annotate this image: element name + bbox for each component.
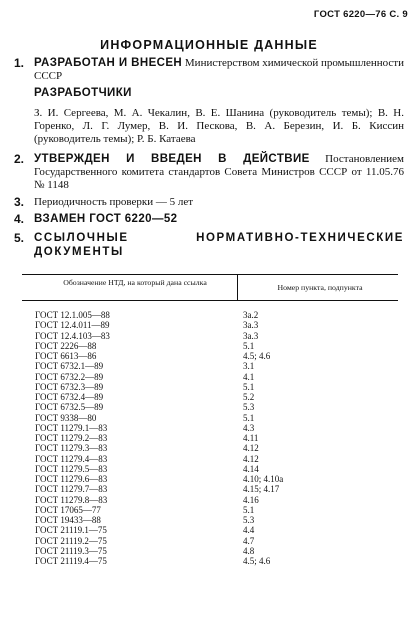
- table-row: [0, 495, 418, 505]
- table-row: [0, 484, 418, 494]
- developers-list: З. И. Сергеева, М. А. Чекалин, В. Е. Шанина (руководитель темы); В. Н. Горенко, Л. Г. Лумер, В. И. Пескова, В. А. Березин, И. Б. Киссин (руководитель темы); Р. Б. Катаева: [34, 107, 404, 145]
- table-row: [0, 402, 418, 412]
- table-row: [0, 320, 418, 330]
- ref-points-cell: 5.1: [243, 381, 255, 392]
- table-row: [0, 515, 418, 525]
- ref-doc-cell: ГОСТ 6613—86: [35, 351, 97, 361]
- section-1: [14, 56, 405, 83]
- table-row: [0, 474, 418, 484]
- section-4-lead: ВЗАМЕН ГОСТ 6220—52: [34, 213, 178, 225]
- ref-points-cell: 5.1: [243, 340, 255, 351]
- table-row: [0, 454, 418, 464]
- page-title: ИНФОРМАЦИОННЫЕ ДАННЫЕ: [100, 38, 318, 52]
- table-row: [0, 433, 418, 443]
- table-row: [0, 331, 418, 341]
- ref-points-cell: 4.1: [243, 371, 255, 382]
- section-3-text: Периодичность проверки — 5 лет: [34, 196, 194, 208]
- table-row: [0, 536, 418, 546]
- ref-points-cell: 3а.3: [243, 320, 259, 331]
- section-2-number: 2.: [14, 152, 25, 166]
- ref-points-cell: 4.4: [243, 525, 255, 536]
- ref-points-cell: 4.8: [243, 545, 255, 556]
- ref-doc-cell: ГОСТ 21119.3—75: [35, 545, 107, 556]
- table-column-divider: [237, 275, 238, 300]
- section-5-lead: ССЫЛОЧНЫЕ НОРМАТИВНО-ТЕХНИЧЕСКИЕ ДОКУМЕНТЫ: [34, 232, 404, 258]
- ref-points-cell: 5.3: [243, 402, 255, 413]
- ref-doc-cell: ГОСТ 11279.1—83: [35, 422, 108, 433]
- ref-doc-cell: ГОСТ 6732.1—89: [35, 361, 104, 372]
- ref-doc-cell: ГОСТ 11279.6—83: [35, 474, 108, 484]
- ref-doc-cell: ГОСТ 12.4.011—89: [35, 320, 110, 331]
- ref-points-cell: 4.15; 4.17: [243, 484, 280, 495]
- table-header-points: Номер пункта, подпункта: [277, 283, 363, 292]
- table-header-rule: [22, 300, 398, 301]
- developers-heading: РАЗРАБОТЧИКИ: [34, 87, 132, 99]
- ref-doc-cell: ГОСТ 6732.4—89: [35, 392, 104, 402]
- section-2: [14, 152, 405, 192]
- table-top-rule: [22, 274, 398, 275]
- section-4-number: 4.: [14, 212, 25, 226]
- table-row: [0, 310, 418, 320]
- ref-doc-cell: ГОСТ 12.1.005—88: [35, 310, 110, 320]
- ref-doc-cell: ГОСТ 11279.2—83: [35, 433, 108, 443]
- section-1-number: 1.: [14, 56, 25, 70]
- ref-points-cell: 4.5; 4.6: [243, 556, 271, 566]
- table-row: [0, 546, 418, 556]
- table-row: [0, 423, 418, 433]
- ref-doc-cell: ГОСТ 19433—88: [35, 515, 101, 525]
- ref-points-cell: 3а.3: [243, 330, 259, 341]
- ref-doc-cell: ГОСТ 2226—88: [35, 340, 97, 351]
- ref-doc-cell: ГОСТ 6732.3—89: [35, 381, 104, 392]
- table-row: [0, 382, 418, 392]
- ref-points-cell: 4.16: [243, 494, 259, 505]
- ref-points-cell: 3.1: [243, 361, 255, 372]
- ref-doc-cell: ГОСТ 6732.2—89: [35, 371, 104, 382]
- table-row: [0, 341, 418, 351]
- section-4: [14, 212, 404, 226]
- ref-doc-cell: ГОСТ 17065—77: [35, 504, 101, 515]
- section-5: [14, 231, 404, 259]
- ref-points-cell: 3а.2: [243, 310, 259, 320]
- table-row: [0, 464, 418, 474]
- table-row: [0, 556, 418, 566]
- table-header-doc: Обозначение НТД, на который дана ссылка: [63, 278, 207, 287]
- table-row: [0, 505, 418, 515]
- ref-points-cell: 4.14: [243, 463, 259, 474]
- ref-doc-cell: ГОСТ 9338—80: [35, 412, 97, 423]
- table-row: [0, 525, 418, 535]
- ref-points-cell: 4.12: [243, 453, 259, 464]
- section-5-number: 5.: [14, 231, 25, 245]
- ref-doc-cell: ГОСТ 12.4.103—83: [35, 330, 110, 341]
- ref-points-cell: 4.10; 4.10а: [243, 474, 284, 484]
- ref-points-cell: 4.3: [243, 422, 255, 433]
- table-row: [0, 443, 418, 453]
- section-1-text: Министерством химической промышленности СССР: [34, 57, 405, 82]
- ref-doc-cell: ГОСТ 11279.7—83: [35, 484, 108, 495]
- ref-doc-cell: ГОСТ 21119.2—75: [35, 535, 107, 546]
- table-row: [0, 372, 418, 382]
- ref-doc-cell: ГОСТ 11279.8—83: [35, 494, 108, 505]
- section-3: [14, 195, 404, 209]
- table-row: [0, 413, 418, 423]
- ref-doc-cell: ГОСТ 11279.3—83: [35, 443, 108, 454]
- table-row: [0, 351, 418, 361]
- page-header-code: ГОСТ 6220—76 С. 9: [313, 9, 408, 20]
- ref-points-cell: 4.12: [243, 443, 259, 454]
- section-3-number: 3.: [14, 195, 25, 209]
- ref-points-cell: 5.1: [243, 504, 255, 515]
- ref-points-cell: 4.5; 4.6: [243, 351, 271, 361]
- ref-doc-cell: ГОСТ 21119.4—75: [35, 556, 107, 566]
- ref-doc-cell: ГОСТ 11279.4—83: [35, 453, 108, 464]
- ref-points-cell: 5.3: [243, 515, 255, 525]
- section-1-lead: РАЗРАБОТАН И ВНЕСЕН: [34, 57, 183, 69]
- ref-points-cell: 4.11: [243, 433, 259, 443]
- ref-points-cell: 4.7: [243, 535, 255, 546]
- section-2-text: Постановлением Государственного комитета стандартов Совета Министров СССР от 11.05.76 № 1148: [34, 153, 405, 191]
- section-2-lead: УТВЕРЖДЕН И ВВЕДЕН В ДЕЙСТВИЕ: [34, 153, 310, 165]
- ref-points-cell: 5.2: [243, 392, 255, 402]
- table-row: [0, 392, 418, 402]
- table-row: [0, 361, 418, 371]
- ref-doc-cell: ГОСТ 21119.1—75: [35, 525, 107, 536]
- ref-doc-cell: ГОСТ 6732.5—89: [35, 402, 104, 413]
- ref-points-cell: 5.1: [243, 412, 255, 423]
- developers-heading-block: [34, 87, 404, 100]
- ref-doc-cell: ГОСТ 11279.5—83: [35, 463, 108, 474]
